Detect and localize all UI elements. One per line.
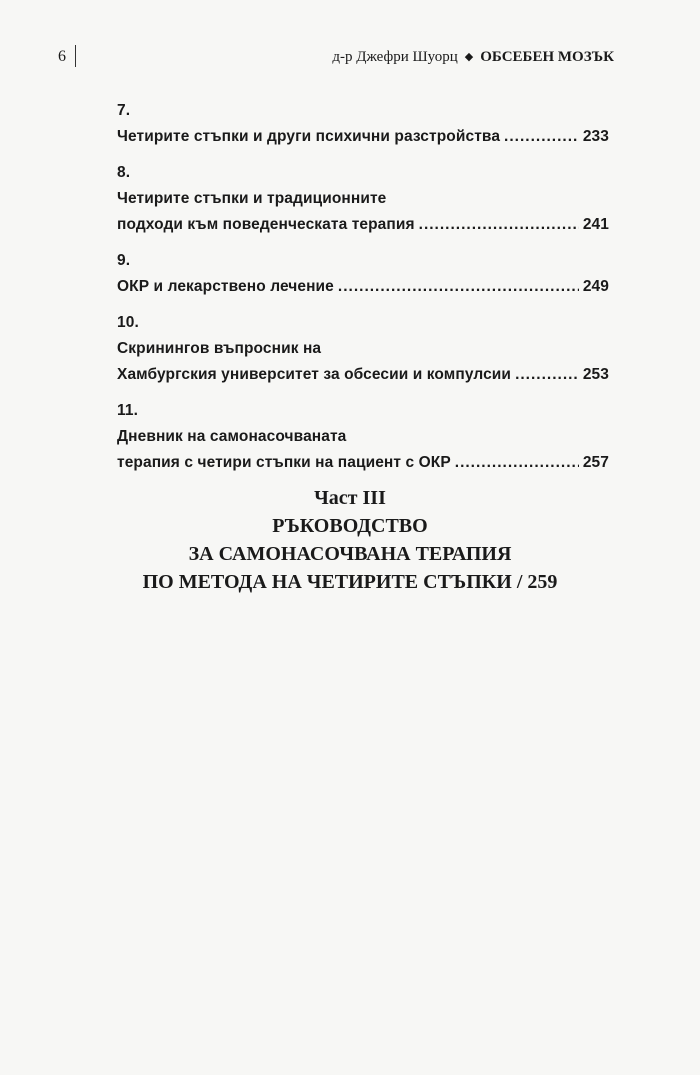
leader-dots [455, 450, 579, 476]
running-header [58, 48, 614, 72]
part-heading[interactable] [0, 484, 700, 596]
toc-entry[interactable] [117, 248, 609, 300]
leader-dots [504, 124, 579, 150]
toc-entry-page: 241 [582, 216, 609, 233]
leader-dots [419, 212, 579, 238]
toc-entry-title: Четирите стъпки и други психични разстройства [117, 128, 501, 145]
toc-entry-number: 7. [117, 102, 131, 119]
toc-entry-number: 9. [117, 252, 131, 269]
toc-entry-title: Скринингов въпросник на [117, 340, 322, 357]
leader-dots [515, 362, 579, 388]
toc-entry-title: терапия с четири стъпки на пациент с ОКР [117, 454, 451, 471]
book-title: ОБСЕБЕН МОЗЪК [480, 49, 614, 65]
toc-entry-page: 233 [582, 128, 609, 145]
toc-entry-title: Дневник на самонасочваната [117, 428, 347, 445]
leader-dots [338, 274, 579, 300]
toc-entry[interactable] [117, 160, 609, 238]
toc-entry-title-line [117, 274, 609, 300]
diamond-separator-icon: ◆ [464, 51, 474, 63]
toc-entry-title: подходи към поведенческата терапия [117, 216, 415, 233]
toc-entry-page: 257 [582, 454, 609, 471]
page-number-rule [75, 45, 76, 67]
toc-entry-number: 8. [117, 164, 131, 181]
toc-entry-title-line [117, 362, 609, 388]
author-name: д-р Джефри Шуорц [332, 49, 458, 65]
toc-entry-title: Четирите стъпки и традиционните [117, 190, 387, 207]
toc-entry-number: 11. [117, 402, 138, 419]
toc-entry-page: 249 [582, 278, 609, 295]
toc-entry[interactable] [117, 398, 609, 476]
toc-entry[interactable] [117, 98, 609, 150]
table-of-contents [117, 98, 609, 486]
toc-entry-number: 10. [117, 314, 139, 331]
page-number: 6 [58, 48, 66, 65]
toc-entry[interactable] [117, 310, 609, 388]
part-title-line: РЪКОВОДСТВО [272, 515, 428, 537]
toc-entry-title: ОКР и лекарствено лечение [117, 278, 334, 295]
toc-entry-page: 253 [582, 366, 609, 383]
part-title-line: ЗА САМОНАСОЧВАНА ТЕРАПИЯ [188, 543, 512, 565]
toc-entry-title-line [117, 124, 609, 150]
toc-entry-title-line [117, 212, 609, 238]
part-label: Част III [314, 487, 386, 509]
part-title-line: ПО МЕТОДА НА ЧЕТИРИТЕ СТЪПКИ / 259 [142, 571, 558, 593]
toc-entry-title-line [117, 450, 609, 476]
running-head [332, 48, 614, 66]
toc-entry-title: Хамбургския университет за обсесии и компулсии [117, 366, 512, 383]
